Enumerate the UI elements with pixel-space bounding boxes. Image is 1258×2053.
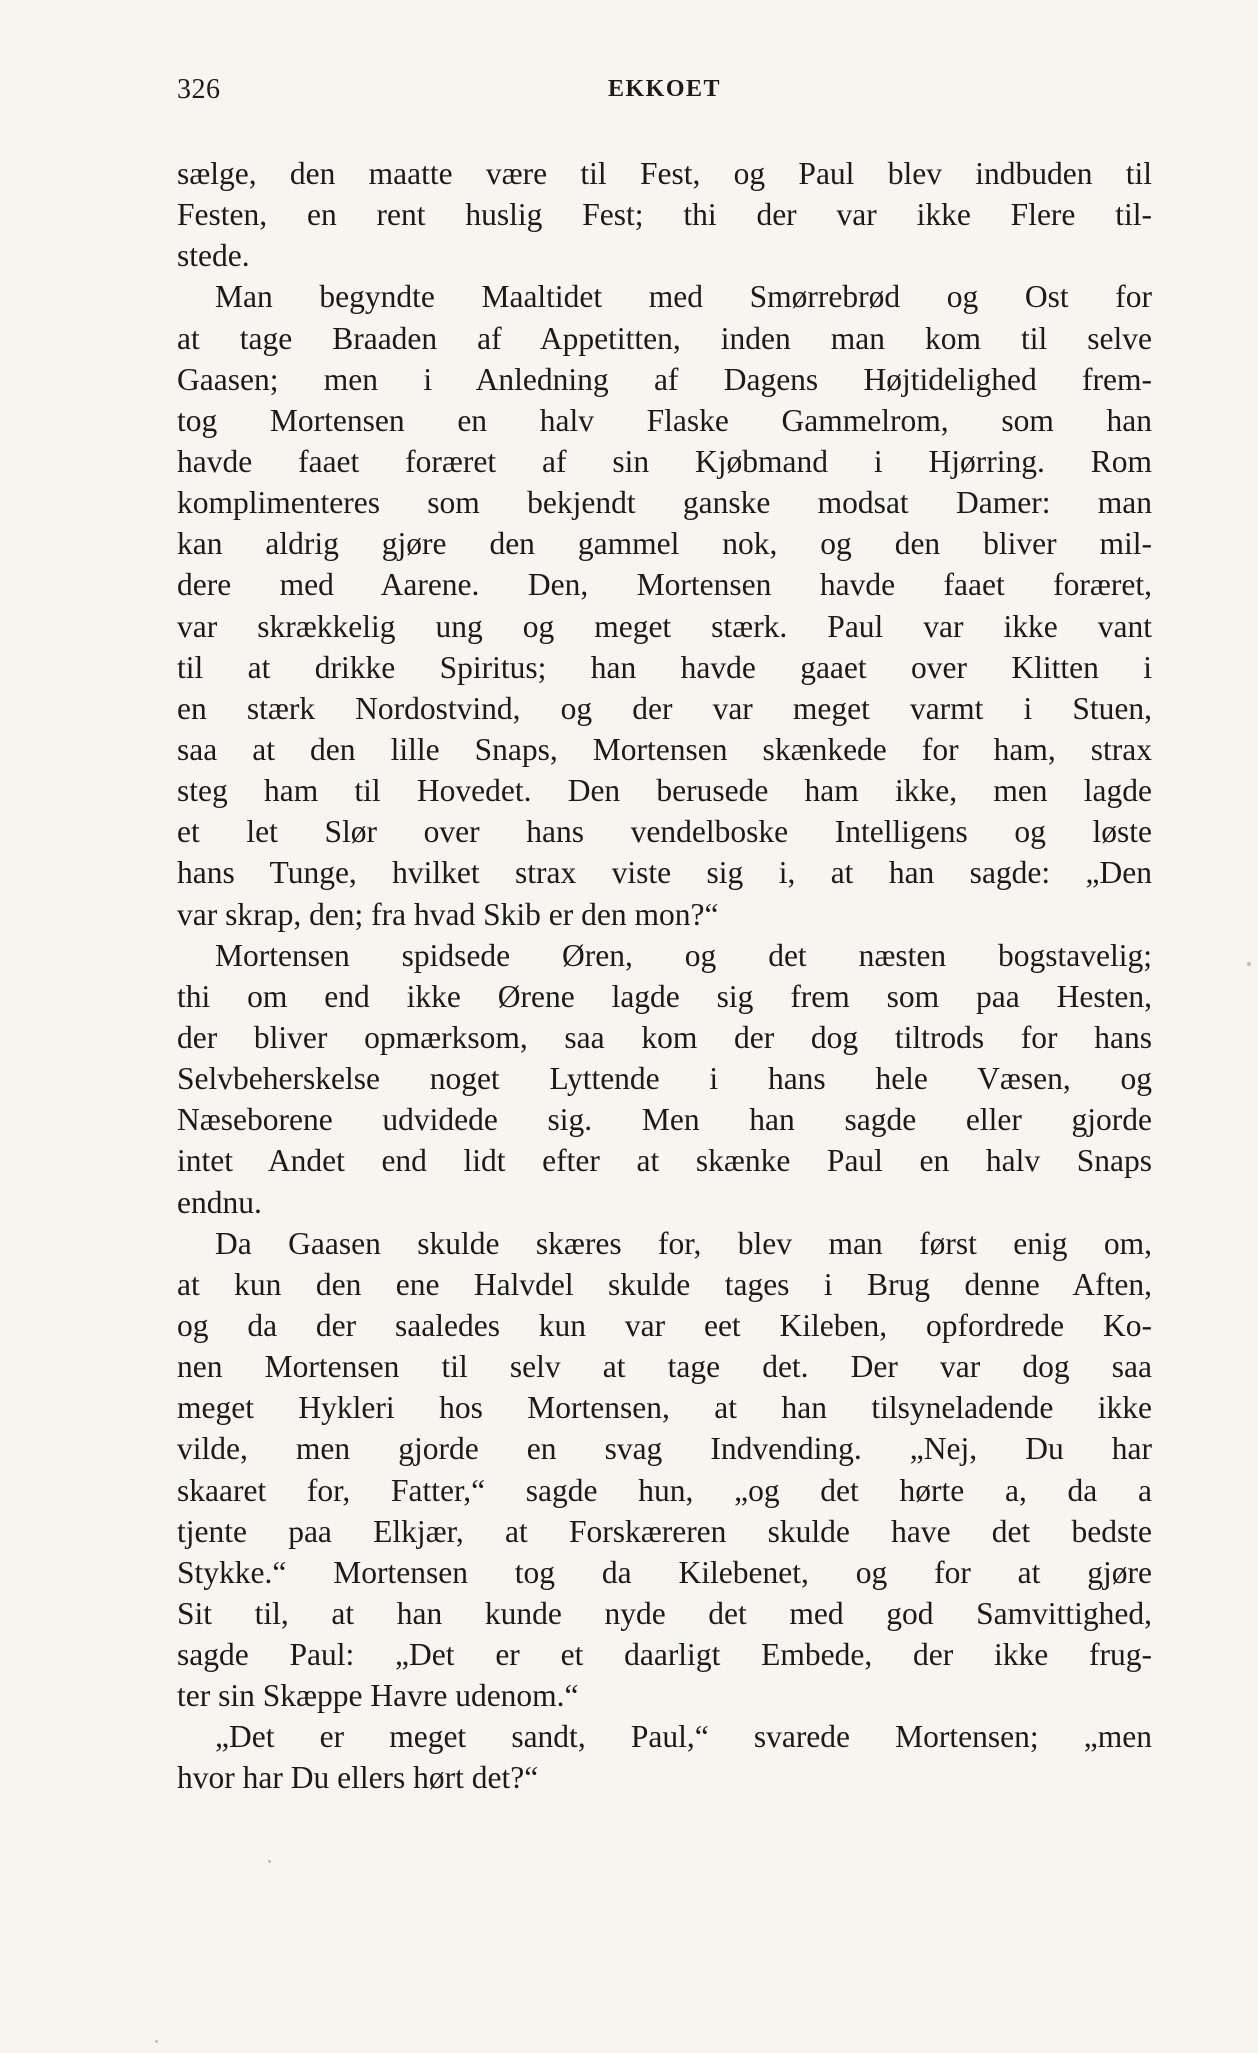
text-line: dere med Aarene. Den, Mortensen havde faaet foræret, [177, 567, 1152, 603]
text-line: kan aldrig gjøre den gammel nok, og den bliver mil- [177, 526, 1152, 562]
text-line: var skrap, den; fra hvad Skib er den mon?“ [177, 896, 719, 932]
text-line: vilde, men gjorde en svag Indvending. „Nej, Du har [177, 1431, 1152, 1467]
text-line: tog Mortensen en halv Flaske Gammelrom, som han [177, 402, 1152, 438]
text-line: at kun den ene Halvdel skulde tages i Brug denne Aften, [177, 1266, 1152, 1302]
paper-speck [155, 2040, 158, 2043]
paper-speck [268, 1860, 271, 1863]
text-line: til at drikke Spiritus; han havde gaaet over Klitten i [177, 649, 1152, 685]
text-line: Gaasen; men i Anledning af Dagens Højtidelighed frem- [177, 361, 1152, 397]
text-line: nen Mortensen til selv at tage det. Der var dog saa [177, 1349, 1152, 1385]
text-line: endnu. [177, 1184, 262, 1220]
text-line: Sit til, at han kunde nyde det med god Samvittighed, [177, 1595, 1152, 1631]
text-line: var skrækkelig ung og meget stærk. Paul var ikke vant [177, 608, 1152, 644]
running-head: EKKOET [607, 76, 722, 102]
text-line: Mortensen spidsede Øren, og det næsten bogstavelig; [215, 937, 1152, 973]
text-line: og da der saaledes kun var eet Kileben, opfordrede Ko- [177, 1307, 1152, 1343]
text-line: sælge, den maatte være til Fest, og Paul blev indbuden til [177, 156, 1152, 191]
text-line: hvor har Du ellers hørt det?“ [177, 1760, 539, 1796]
page-header [177, 74, 1152, 114]
text-line: Man begyndte Maaltidet med Smørrebrød og Ost for [215, 279, 1152, 315]
text-line: tjente paa Elkjær, at Forskæreren skulde have det bedste [177, 1513, 1152, 1549]
text-line: et let Slør over hans vendelboske Intelligens og løste [177, 814, 1152, 850]
text-line: sagde Paul: „Det er et daarligt Embede, der ikke frug- [177, 1637, 1152, 1673]
text-line: ter sin Skæppe Havre udenom.“ [177, 1678, 579, 1714]
text-line: havde faaet foræret af sin Kjøbmand i Hjørring. Rom [177, 443, 1152, 479]
text-line: stede. [177, 238, 250, 274]
text-line: intet Andet end lidt efter at skænke Paul en halv Snaps [177, 1143, 1152, 1179]
page-number: 326 [177, 74, 221, 105]
text-line: der bliver opmærksom, saa kom der dog tiltrods for hans [177, 1019, 1152, 1055]
text-line: Festen, en rent huslig Fest; thi der var ikke Flere til- [177, 197, 1152, 233]
text-line: en stærk Nordostvind, og der var meget varmt i Stuen, [177, 690, 1152, 726]
text-line: „Det er meget sandt, Paul,“ svarede Mortensen; „men [215, 1719, 1152, 1755]
body-text [177, 153, 1152, 1799]
text-line: Næseborene udvidede sig. Men han sagde eller gjorde [177, 1102, 1152, 1138]
text-line: saa at den lille Snaps, Mortensen skænkede for ham, strax [177, 731, 1152, 767]
text-line: Stykke.“ Mortensen tog da Kilebenet, og for at gjøre [177, 1554, 1152, 1590]
text-line: hans Tunge, hvilket strax viste sig i, at han sagde: „Den [177, 855, 1152, 891]
text-line: Da Gaasen skulde skæres for, blev man først enig om, [215, 1225, 1152, 1261]
text-line: steg ham til Hovedet. Den berusede ham ikke, men lagde [177, 773, 1152, 809]
text-line: meget Hykleri hos Mortensen, at han tilsyneladende ikke [177, 1390, 1152, 1426]
text-line: thi om end ikke Ørene lagde sig frem som paa Hesten, [177, 978, 1152, 1014]
text-line: at tage Braaden af Appetitten, inden man kom til selve [177, 320, 1152, 356]
text-line: komplimenteres som bekjendt ganske modsat Damer: man [177, 485, 1152, 521]
text-line: Selvbeherskelse noget Lyttende i hans hele Væsen, og [177, 1061, 1152, 1097]
text-line: skaaret for, Fatter,“ sagde hun, „og det hørte a, da a [177, 1472, 1152, 1508]
paper-speck [1247, 962, 1251, 966]
